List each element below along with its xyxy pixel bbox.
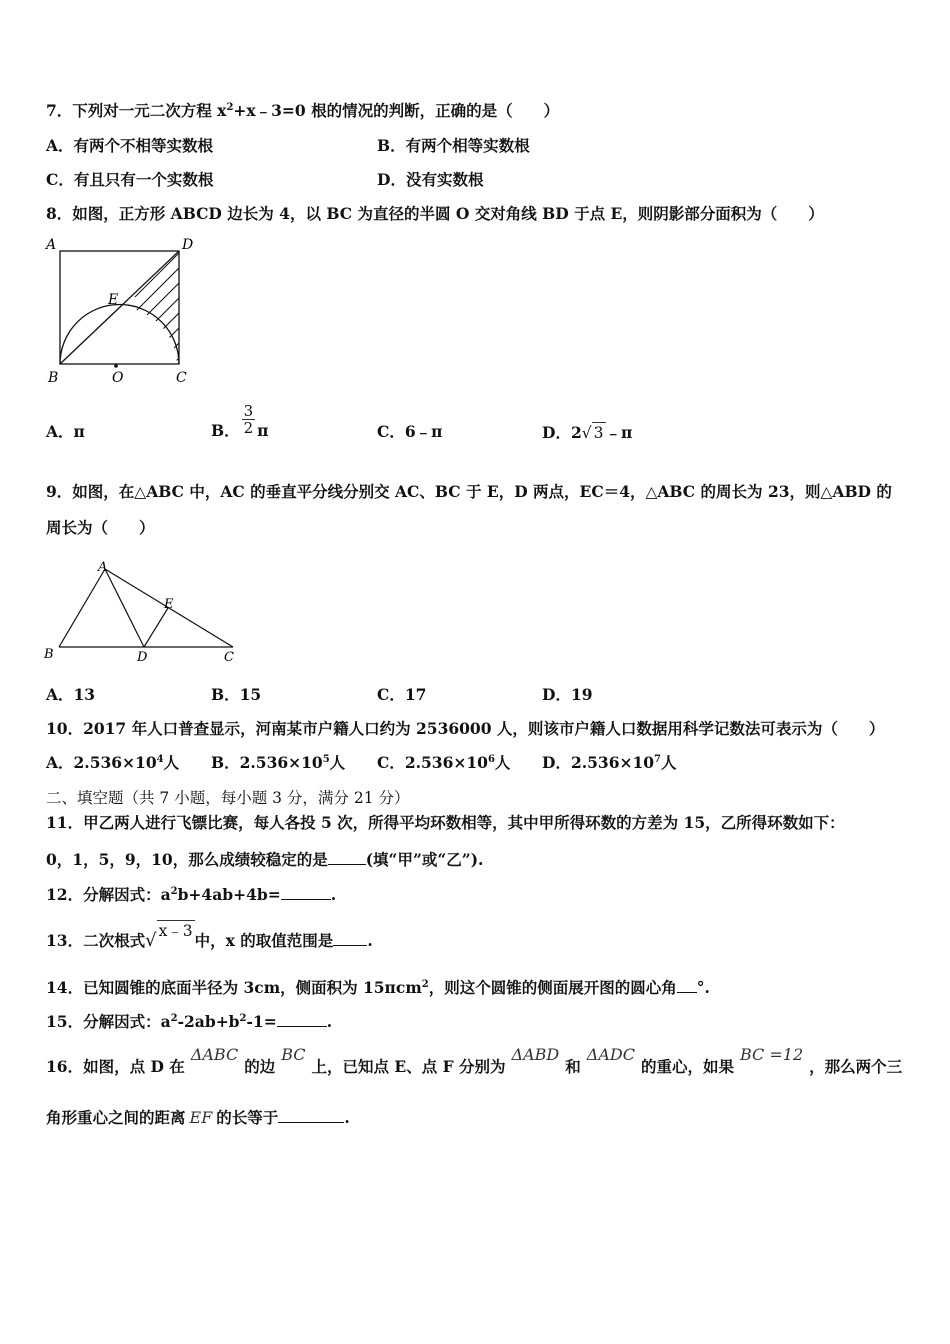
- q15-end: .: [326, 1012, 333, 1031]
- q16-line2-b: 的长等于: [216, 1108, 279, 1127]
- q14-rest: ，则这个圆锥的侧面展开图的圆心角: [428, 978, 677, 997]
- q16-math-adc: ΔADC: [586, 1045, 635, 1064]
- answer-blank[interactable]: [333, 931, 367, 946]
- q10-option-a-exp: 4: [156, 753, 164, 765]
- q10-option-d-base: D．2.536×10: [542, 753, 655, 772]
- q9-option-d[interactable]: D．19: [542, 685, 593, 704]
- answer-blank[interactable]: [677, 978, 697, 993]
- q9-stem-line2: 周长为（ ）: [46, 518, 155, 537]
- q7-stem: [46, 101, 559, 121]
- q7-stem-a: 7．下列对一元二次方程 x: [46, 101, 227, 120]
- answer-blank[interactable]: [328, 850, 366, 865]
- q9-figure: [40, 558, 250, 668]
- q14-end: °.: [696, 978, 710, 997]
- q11-line2-b: (填“甲”或“乙”).: [365, 850, 484, 869]
- q10-option-c-base: C．2.536×10: [377, 753, 488, 772]
- q16-math-bc-12: BC =12: [739, 1045, 804, 1064]
- q8-figure: [40, 232, 210, 392]
- fraction-numerator: 3: [243, 401, 254, 420]
- semicircle-o: [60, 305, 179, 365]
- q13-end: .: [367, 931, 373, 950]
- q10-stem: 10．2017 年人口普查显示，河南某市户籍人口约为 2536000 人，则该市户籍人口数据用科学记数法可表示为（ ）: [46, 719, 885, 738]
- label-a: A: [98, 560, 108, 575]
- q16-t3: 上，已知点 E、点 F 分别为: [311, 1057, 506, 1076]
- q9-stem-line1: 9．如图，在△ABC 中，AC 的垂直平分线分别交 AC、BC 于 E，D 两点，EC＝4，△ABC 的周长为 23，则△ABD 的: [46, 482, 892, 501]
- shaded-region: [135, 232, 210, 392]
- q13-rest: 中，x 的取值范围是: [194, 931, 334, 950]
- q10-option-a-base: A．2.536×10: [46, 753, 157, 772]
- q16-t5: 的重心，如果: [640, 1057, 734, 1076]
- answer-blank[interactable]: [277, 1012, 327, 1027]
- q9-option-b[interactable]: B．15: [211, 685, 262, 704]
- q14-prefix: 14．已知圆锥的底面半径为 3cm，侧面积为 15πcm: [46, 978, 422, 997]
- q16-t4: 和: [565, 1057, 581, 1076]
- label-c: C: [176, 370, 187, 386]
- q7-option-c[interactable]: C．有且只有一个实数根: [46, 170, 214, 189]
- q10-unit: 人: [494, 753, 511, 772]
- q16-line1: [46, 1045, 903, 1077]
- q15-mid: -2ab+b: [177, 1012, 240, 1031]
- q10-unit: 人: [163, 753, 180, 772]
- q8-option-a[interactable]: A．π: [46, 422, 85, 441]
- section-heading: 二、填空题（共 7 小题，每小题 3 分，满分 21 分）: [46, 789, 410, 807]
- q10-option-b-exp: 5: [322, 753, 330, 765]
- q13: 13．二次根式√ x﹣3 中，x 的取值范围是 .: [46, 922, 373, 951]
- q12-sup: 2: [170, 885, 178, 897]
- q10-option-c[interactable]: [377, 753, 510, 773]
- label-b: B: [48, 370, 59, 386]
- q16-line2: [46, 1108, 350, 1128]
- q8-option-d-radicand: 3: [593, 424, 604, 442]
- q8-option-d[interactable]: D．2√ 3 ﹣π: [542, 423, 633, 442]
- q8-option-d-suffix: ﹣π: [605, 423, 633, 442]
- q7-stem-b: +x﹣3=0 根的情况的判断，正确的是（ ）: [233, 101, 560, 120]
- q10-unit: 人: [661, 753, 677, 772]
- q11-line2: [46, 850, 483, 870]
- label-e: E: [164, 597, 174, 612]
- label-c: C: [224, 650, 234, 665]
- diagonal-bd: [60, 251, 179, 364]
- label-d: D: [137, 650, 148, 665]
- q9-option-c[interactable]: C．17: [377, 685, 427, 704]
- q7-option-b[interactable]: B．有两个相等实数根: [377, 136, 530, 155]
- label-e: E: [108, 292, 119, 308]
- q15-rest: -1=: [246, 1012, 277, 1031]
- q8-option-d-prefix: D．2: [542, 423, 582, 442]
- q15-sup2: 2: [239, 1012, 247, 1024]
- q15-prefix: 15．分解因式：a: [46, 1012, 171, 1031]
- q13-radicand: x﹣3: [158, 922, 193, 940]
- q12-end: .: [330, 885, 337, 904]
- q7-stem-sup: 2: [226, 101, 234, 113]
- q11-line2-a: 0，1，5，9，10，那么成绩较稳定的是: [46, 850, 328, 869]
- label-d: D: [182, 237, 194, 253]
- label-a: A: [46, 237, 57, 253]
- q16-math-bc: BC: [281, 1045, 306, 1064]
- q10-option-b[interactable]: [211, 753, 345, 773]
- q8-option-b-prefix: B．: [211, 421, 240, 440]
- segment-de: [144, 608, 168, 647]
- q8-option-b[interactable]: [211, 398, 269, 440]
- q12-prefix: 12．分解因式：a: [46, 885, 171, 904]
- q10-option-d[interactable]: [542, 753, 677, 773]
- label-b: B: [44, 647, 54, 662]
- q16-t1: 16．如图，点 D 在: [46, 1057, 185, 1076]
- q7-option-d[interactable]: D．没有实数根: [377, 170, 484, 189]
- q8-option-c[interactable]: C．6﹣π: [377, 422, 443, 441]
- q14-sup: 2: [421, 978, 429, 990]
- q15-sup1: 2: [170, 1012, 178, 1024]
- q8-option-b-suffix: π: [257, 421, 269, 440]
- q16-t6: ，那么两个三: [809, 1057, 903, 1076]
- fraction-denominator: 2: [243, 418, 254, 437]
- q9-option-a[interactable]: A．13: [46, 685, 96, 704]
- label-o: O: [112, 370, 124, 386]
- q10-option-d-exp: 7: [654, 753, 662, 765]
- q16-math-abc: ΔABC: [190, 1045, 239, 1064]
- q8-stem: 8．如图，正方形 ABCD 边长为 4，以 BC 为直径的半圆 O 交对角线 BD 于点 E，则阴影部分面积为（ ）: [46, 204, 824, 223]
- q16-math-abd: ΔABD: [511, 1045, 560, 1064]
- q14: [46, 978, 710, 998]
- q10-unit: 人: [329, 753, 346, 772]
- answer-blank[interactable]: [281, 885, 331, 900]
- q16-line2-a: 角形重心之间的距离: [46, 1108, 186, 1127]
- q15: [46, 1012, 332, 1032]
- side-ab: [59, 569, 105, 647]
- center-o-dot: [114, 364, 118, 368]
- q12-rest: b+4ab+4b=: [177, 885, 281, 904]
- q16-end: .: [344, 1108, 350, 1127]
- q8-option-b-fraction: [242, 403, 256, 436]
- q10-option-c-exp: 6: [487, 753, 495, 765]
- q7-option-a[interactable]: A．有两个不相等实数根: [46, 136, 214, 155]
- q11-line1: 11．甲乙两人进行飞镖比赛，每人各投 5 次，所得平均环数相等，其中甲所得环数的方差为 15，乙所得环数如下：: [46, 813, 845, 832]
- q12: [46, 885, 336, 905]
- q10-option-a[interactable]: [46, 753, 179, 773]
- q13-prefix: 13．二次根式: [46, 931, 146, 950]
- q16-t2: 的边: [244, 1057, 276, 1076]
- q16-math-ef: EF: [189, 1108, 213, 1127]
- answer-blank[interactable]: [278, 1108, 344, 1123]
- q10-option-b-base: B．2.536×10: [211, 753, 323, 772]
